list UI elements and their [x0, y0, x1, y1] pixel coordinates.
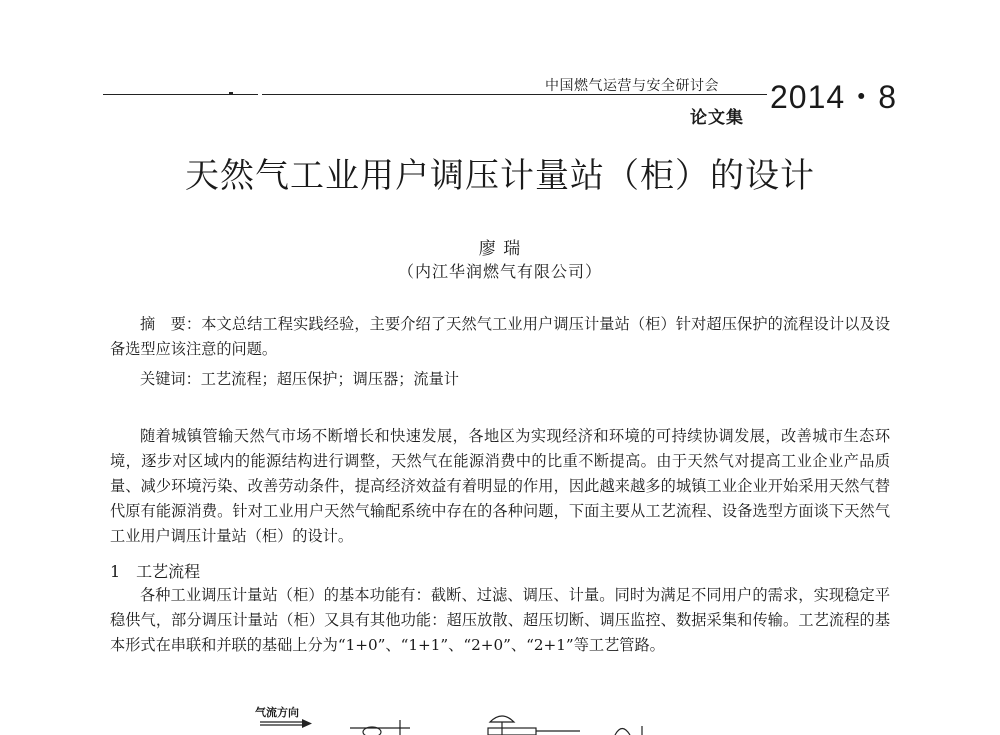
regulator-symbol: [488, 716, 580, 735]
header-rule-dot: [229, 92, 233, 95]
paper-title: 天然气工业用户调压计量站（柜）的设计: [185, 156, 815, 196]
process-flow-diagram: [250, 700, 670, 735]
intro-paragraph: 随着城镇管输天然气市场不断增长和快速发展，各地区为实现经济和环境的可持续协调发展，改善城市生态环境，逐步对区域内的能源结构进行调整，天然气在能源消费中的比重不断提高。由于天然气对提高工业企业产品质量、减少环境污染、改善劳动条件，提高经济效益有着明显的作用，因此越来越多的城镇工业企业开始采用天然气替代原有能源消费。针对工业用户天然气输配系统中存在的各种问题，下面主要从工艺流程、设备选型方面谈下天然气工业用户调压计量站（柜）的设计。: [110, 427, 890, 545]
flow-arrow-icon: [260, 719, 312, 728]
author-affiliation: （内江华润燃气有限公司）: [397, 262, 602, 281]
flow-direction-label: 气流方向: [255, 706, 299, 719]
header-rule-left: [103, 94, 258, 95]
issue-number: 2014・8: [770, 79, 897, 115]
abstract: 摘 要：本文总结工程实践经验，主要介绍了天然气工业用户调压计量站（柜）针对超压保护的流程设计以及设备选型应该注意的问题。: [110, 315, 890, 358]
collection-label: 论文集: [690, 108, 744, 128]
valve-symbol-2: [615, 726, 642, 735]
conference-name: 中国燃气运营与安全研讨会: [545, 78, 719, 94]
author-name: 廖 瑞: [478, 239, 522, 259]
valve-symbol-1: [350, 720, 410, 735]
keywords: 关键词：工艺流程；超压保护；调压器；流量计: [140, 370, 459, 388]
section-heading: 1 工艺流程: [110, 562, 201, 581]
section-body: 各种工业调压计量站（柜）的基本功能有：截断、过滤、调压、计量。同时为满足不同用户的需求，实现稳定平稳供气，部分调压计量站（柜）又具有其他功能：超压放散、超压切断、调压监控、数据采集和传输。工艺流程的基本形式在串联和并联的基础上分为“1+0”、“1+1”、“2+0”、“2+1”等工艺管路。: [110, 586, 890, 654]
